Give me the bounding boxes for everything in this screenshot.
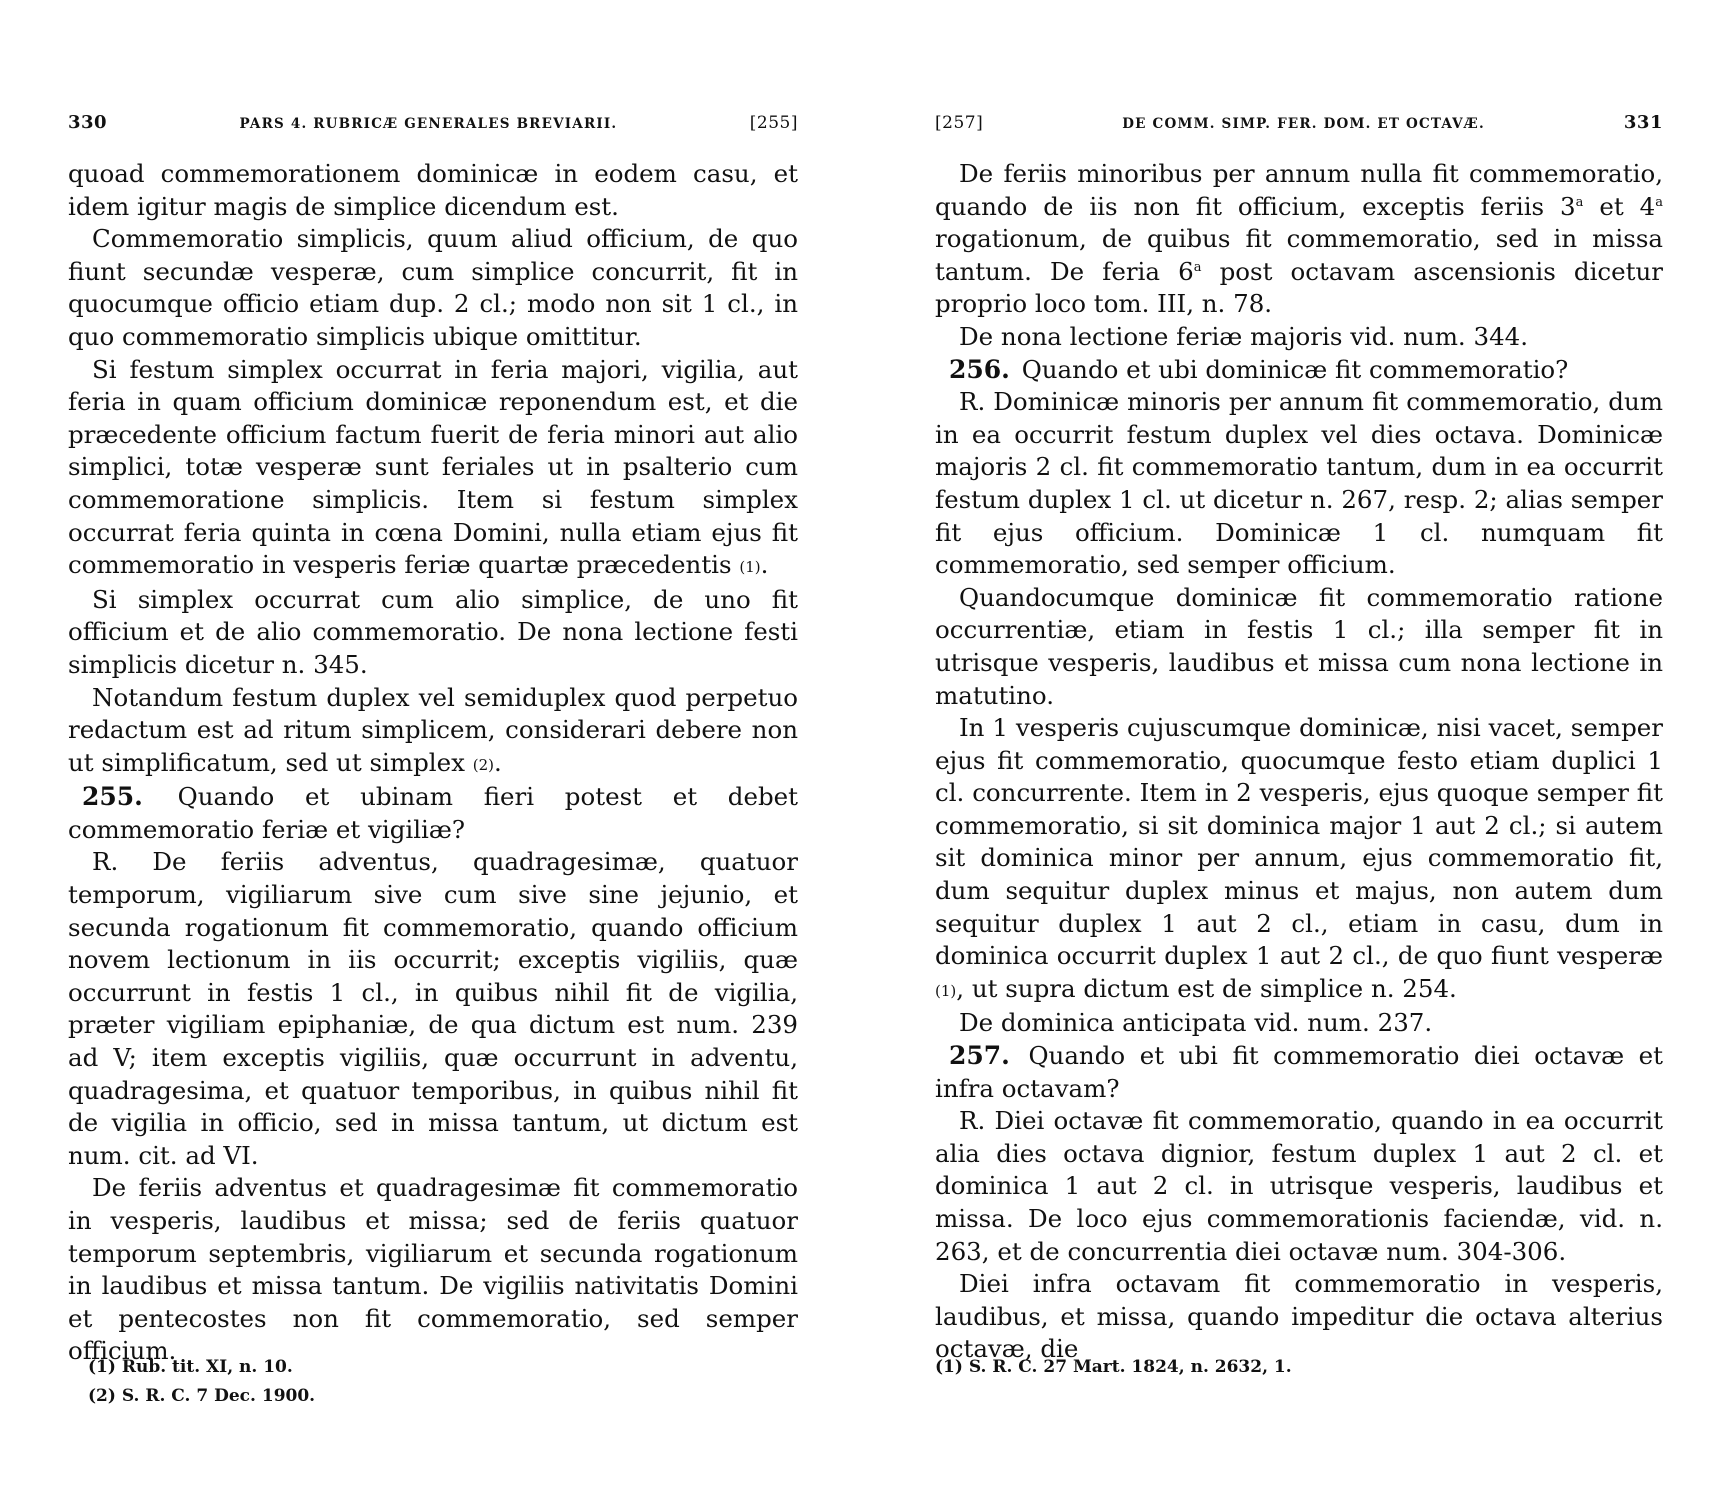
- footnotes-right: [935, 1353, 1663, 1382]
- paragraph: De dominica anticipata vid. num. 237.: [959, 1008, 1433, 1038]
- section-number: 256.: [949, 354, 1010, 384]
- left-body-text: [68, 158, 798, 1368]
- paragraph: Commemoratio simplicis, quum aliud officium, de quo fiunt secundæ vesperæ, cum simplice concurrit, fit in quocumque officio etiam dup. 2 cl.; modo non sit 1 cl., in quo commemoratio simplicis ubique omittitur.: [68, 224, 798, 351]
- paragraph: In 1 vesperis cujuscumque dominicæ, nisi vacet, semper ejus fit commemoratio, quocumque festo etiam duplici 1 cl. concurrente. Item in 2 vesperis, ejus quoque semper fit commemoratio, si sit dominica major 1 aut 2 cl.; si autem sit dominica minor per annum, ejus commemoratio fit, dum sequitur duplex minus et majus, non autem dum sequitur duplex 1 aut 2 cl., etiam in casu, dum in dominica occurrit duplex 1 aut 2 cl., de quo fiunt vesperæ (1), ut supra dictum est de simplice n. 254.: [935, 713, 1663, 1003]
- right-body-text: [935, 158, 1663, 1366]
- question-paragraph: 257. Quando et ubi fit commemoratio diei octavæ et infra octavam?: [935, 1041, 1663, 1103]
- footnote-ref: (1): [739, 558, 761, 577]
- footnote: (1) Rub. tit. XI, n. 10.: [88, 1357, 293, 1377]
- running-title: DE COMM. SIMP. FER. DOM. ET OCTAVÆ.: [1122, 116, 1485, 132]
- right-page: [935, 0, 1663, 1500]
- paragraph: R. Diei octavæ fit commemoratio, quando in ea occurrit alia dies octava dignior, festum duplex 1 aut 2 cl. et dominica 1 aut 2 cl. in utrisque vesperis, laudibus et missa. De loco ejus commemorationis faciendæ, vid. n. 263, et de concurrentia diei octavæ num. 304-306.: [935, 1106, 1663, 1266]
- page-number: 330: [68, 112, 108, 133]
- paragraph: quoad commemorationem dominicæ in eodem casu, et idem igitur magis de simplice dicendum est.: [68, 159, 798, 221]
- section-number: 257.: [949, 1041, 1010, 1071]
- question-paragraph: 255. Quando et ubinam fieri potest et debet commemoratio feriæ et vigiliæ?: [68, 782, 798, 844]
- footnotes-left: [88, 1353, 798, 1411]
- question-paragraph: 256. Quando et ubi dominicæ fit commemoratio?: [949, 354, 1569, 384]
- running-head-left: [68, 112, 798, 138]
- bracket-ref: [255]: [749, 113, 798, 133]
- running-head-right: [935, 112, 1663, 138]
- left-page: [68, 0, 798, 1500]
- paragraph: R. Dominicæ minoris per annum fit commemoratio, dum in ea occurrit festum duplex vel dies octava. Dominicæ majoris 2 cl. fit commemoratio tantum, dum in ea occurrit festum duplex 1 cl. ut dicetur n. 267, resp. 2; alias semper fit ejus officium. Dominicæ 1 cl. numquam fit commemoratio, sed semper officium.: [935, 387, 1663, 580]
- page-number: 331: [1623, 112, 1663, 133]
- paragraph: Notandum festum duplex vel semiduplex quod perpetuo redactum est ad ritum simplicem, considerari debere non ut simplificatum, sed ut simplex (2).: [68, 682, 798, 777]
- footnote-ref: (2): [472, 755, 494, 774]
- paragraph: Diei infra octavam fit commemoratio in vesperis, laudibus, et missa, quando impeditur die octava alterius octavæ, die: [935, 1269, 1663, 1364]
- footnote: (2) S. R. C. 7 Dec. 1900.: [88, 1386, 316, 1406]
- footnote-ref: (1): [935, 981, 957, 1000]
- paragraph: Quandocumque dominicæ fit commemoratio ratione occurrentiæ, etiam in festis 1 cl.; illa semper fit in utrisque vesperis, laudibus et missa cum nona lectione in matutino.: [935, 582, 1663, 710]
- paragraph: Si simplex occurrat cum alio simplice, de uno fit officium et de alio commemoratio. De nona lectione festi simplicis dicetur n. 345.: [68, 584, 798, 679]
- paragraph: R. De feriis adventus, quadragesimæ, quatuor temporum, vigiliarum sive cum sive sine jejunio, et secunda rogationum fit commemoratio, quando officium novem lectionum in iis occurrit; exceptis vigiliis, quæ occurrunt in festis 1 cl., in quibus nihil fit de vigilia, præter vigiliam epiphaniæ, de qua dictum est num. 239 ad V; item exceptis vigiliis, quæ occurrunt in adventu, quadragesima, et quatuor temporibus, in quibus nihil fit de vigilia in officio, sed in missa tantum, ut dictum est num. cit. ad VI.: [68, 847, 798, 1170]
- footnote: (1) S. R. C. 27 Mart. 1824, n. 2632, 1.: [935, 1357, 1292, 1377]
- paragraph: De feriis minoribus per annum nulla fit commemoratio, quando de iis non fit officium, exceptis feriis 3$^a$ et 4$^a$ rogationum, de quibus fit commemoratio, sed in missa tantum. De feria 6$^a$ post octavam ascensionis dicetur proprio loco tom. III, n. 78.: [935, 159, 1663, 319]
- bracket-ref: [257]: [935, 113, 984, 133]
- paragraph: Si festum simplex occurrat in feria majori, vigilia, aut feria in quam officium dominicæ reponendum est, et die præcedente officium factum fuerit de feria minori aut alio simplici, totæ vesperæ sunt feriales ut in psalterio cum commemoratione simplicis. Item si festum simplex occurrat feria quinta in cœna Domini, nulla etiam ejus fit commemoratio in vesperis feriæ quartæ præcedentis (1).: [68, 354, 798, 580]
- paragraph: De feriis adventus et quadragesimæ fit commemoratio in vesperis, laudibus et missa; sed de feriis quatuor temporum septembris, vigiliarum et secunda rogationum in laudibus et missa tantum. De vigiliis nativitatis Domini et pentecostes non fit commemoratio, sed semper officium.: [68, 1173, 798, 1366]
- running-title: PARS 4. RUBRICÆ GENERALES BREVIARII.: [239, 116, 618, 132]
- section-number: 255.: [82, 782, 143, 812]
- paragraph: De nona lectione feriæ majoris vid. num. 344.: [959, 321, 1529, 351]
